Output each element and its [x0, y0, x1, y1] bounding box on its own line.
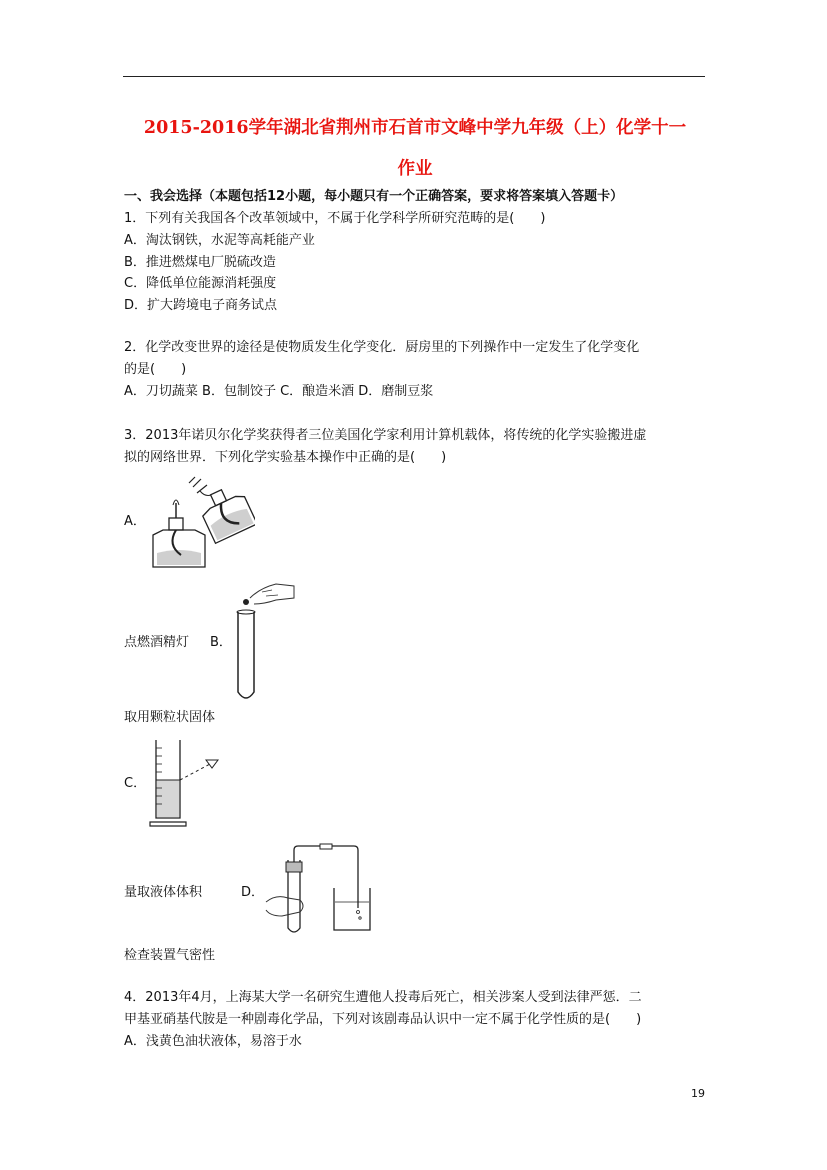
header-rule	[123, 76, 705, 77]
q4-stem-line2: 甲基亚硝基代胺是一种剧毒化学品，下列对该剧毒品认识中一定不属于化学性质的是( )	[124, 1012, 642, 1027]
q2-options: A．刀切蔬菜 B．包制饺子 C．酿造米酒 D．磨制豆浆	[124, 384, 434, 399]
alcohol-lamp-figure	[145, 475, 255, 575]
title-line-1: 2015-2016学年湖北省荆州市石首市文峰中学九年级（上）化学十一	[143, 118, 687, 138]
q3-option-a-label: A．	[124, 514, 146, 529]
q3-option-b-caption: 取用颗粒状固体	[124, 710, 216, 725]
q3-option-a-caption: 点燃酒精灯	[124, 635, 190, 650]
measuring-cylinder-figure	[148, 736, 228, 830]
q4-stem-line1: 4．2013年4月，上海某大学一名研究生遭他人投毒后死亡，相关涉案人受到法律严惩．二	[124, 990, 642, 1005]
q3-option-c-caption: 量取液体体积	[124, 885, 203, 900]
q3-option-d-caption: 检查装置气密性	[124, 948, 216, 963]
q4-option-a: A．浅黄色油状液体，易溶于水	[124, 1034, 302, 1049]
q3-option-c-label: C．	[124, 776, 147, 791]
q1-option-c: C．降低单位能源消耗强度	[124, 276, 277, 291]
test-tube-figure	[232, 578, 302, 706]
title-line-2: 作业	[397, 159, 433, 179]
q2-stem-line1: 2．化学改变世界的途径是使物质发生化学变化．厨房里的下列操作中一定发生了化学变化	[124, 340, 640, 355]
q1-option-b: B．推进燃煤电厂脱硫改造	[124, 255, 276, 270]
page-number: 19	[691, 1087, 705, 1100]
q3-option-d-label: D．	[241, 885, 265, 900]
q1-option-a: A．淘汰钢铁，水泥等高耗能产业	[124, 233, 315, 248]
q2-stem-line2: 的是( )	[124, 362, 187, 377]
q1-option-d: D．扩大跨境电子商务试点	[124, 298, 278, 313]
section-heading: 一、我会选择（本题包括12小题，每小题只有一个正确答案，要求将答案填入答题卡）	[124, 189, 624, 204]
q3-option-b-label: B．	[210, 635, 232, 650]
airtightness-check-figure	[262, 842, 372, 936]
q3-stem-line1: 3．2013年诺贝尔化学奖获得者三位美国化学家利用计算机载体，将传统的化学实验搬进虚	[124, 428, 647, 443]
q1-stem: 1．下列有关我国各个改革领域中，不属于化学科学所研究范畴的是( )	[124, 211, 546, 226]
q3-stem-line2: 拟的网络世界．下列化学实验基本操作中正确的是( )	[124, 450, 447, 465]
